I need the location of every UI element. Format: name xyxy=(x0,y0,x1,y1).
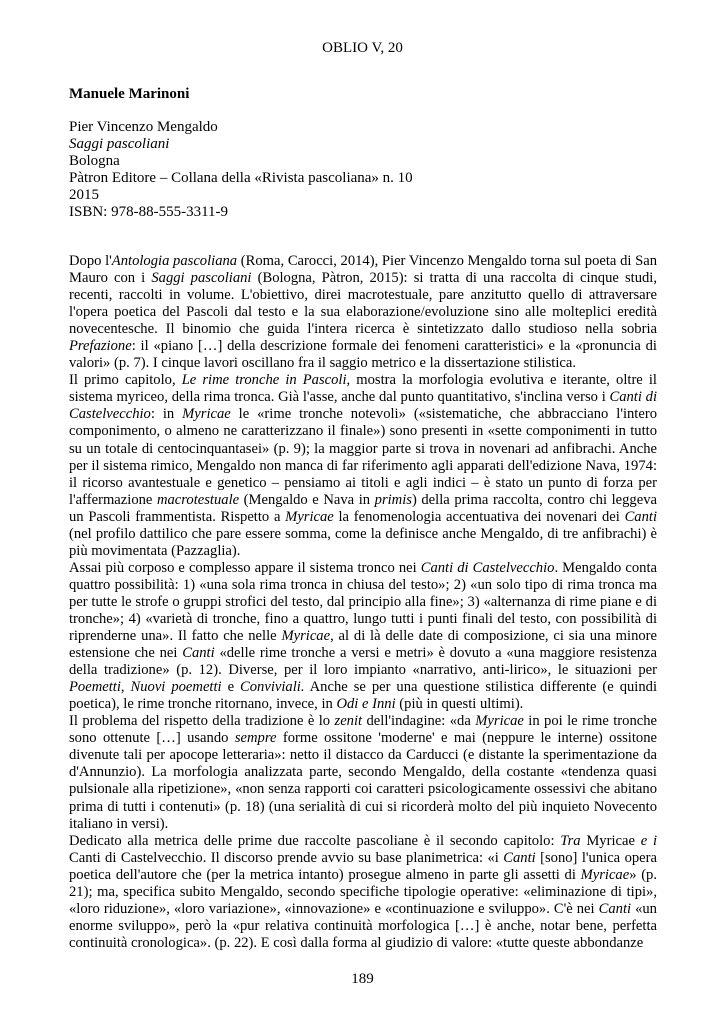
text-segment: forme ossitone 'moderne' e mai (neppure le interne) ossitone divenute tali per apocope letteraria»: netto il distacco da Carducci (e distante la sperimentazione da d'Annunzio). La morfologia analizzata parte, secondo Mengaldo, della costante «tendenza quasi pulsionale alla ripetizione», «non senza rapporti coi caratteri psicologicamente ossessivi che abitano prima di tutti i contenuti» (p. 18) (una serialità di cui si ricorderà molto del più inquieto Novecento italiano in versi). xyxy=(69,730,657,832)
text-segment: : il «piano […] della descrizione formale dei fenomeni caratteristici» e la «pronuncia di valori» (p. 7). I cinque lavori oscillano fra il saggio metrico e la dissertazione stilistica. xyxy=(69,338,657,372)
italic-text: primis xyxy=(374,491,412,508)
italic-text: Le rime tronche in Pascoli xyxy=(181,372,347,389)
text-segment: , mostra la morfologia evolutiva e iterante, oltre il sistema myriceo, della rima tronca. Già l'asse, anche dal punto quantitativo, s'inclina verso i xyxy=(69,372,657,406)
text-segment: Il primo capitolo, xyxy=(69,372,182,389)
text-segment: Il problema del rispetto della tradizione è lo xyxy=(69,713,335,730)
text-segment: e xyxy=(221,679,241,696)
text-segment: » (p. 21); ma, specifica subito Mengaldo, secondo specifiche tipologie operative: «eliminazione di tipi», «loro riduzione», «loro variazione», «innovazione» e «continuazione e sviluppo». C'è nei xyxy=(69,866,657,917)
italic-text: Antologia pascoliana xyxy=(111,253,238,269)
paragraph xyxy=(69,833,657,952)
italic-text: Conviviali. xyxy=(240,679,305,696)
italic-text: Myricae xyxy=(182,406,231,423)
italic-text: sempre xyxy=(234,730,277,747)
book-isbn: ISBN: 978-88-555-3311-9 xyxy=(69,204,229,220)
text-segment: . Mengaldo conta quattro possibilità: 1) «una sola rima tronca in chiusa del testo»; 2) «un solo tipo di rima tronca ma per tutte le strofe o gruppi strofici del testo, dal principio alla fine»; 3) «alternanza di rime piane e di tronche»; 4) «varietà di tronche, fino a quattro, lungo tutti i punti finali del testo, con possibilità di riprenderne una». Il fatto che nelle xyxy=(69,559,657,645)
page-number: 189 xyxy=(351,971,374,987)
text-segment: , al di là delle date di composizione, ci sia una minore estensione che nei xyxy=(69,628,658,662)
text-segment: Assai più corposo e complesso appare il sistema tronco nei xyxy=(69,559,421,576)
text-segment: la fenomenologia accentuativa dei novenari dei xyxy=(333,508,625,525)
italic-text: Nuovi poemetti xyxy=(130,679,222,696)
review-body xyxy=(69,253,657,952)
text-segment: , xyxy=(120,679,131,696)
book-title: Saggi pascoliani xyxy=(69,136,170,152)
text-segment: Anche se per una questione stilistica differente (e quindi poetica), le rime tronche ritornano, invece, in xyxy=(69,679,658,713)
italic-text: Canti xyxy=(624,508,657,525)
italic-text: Canti xyxy=(182,645,215,662)
text-segment: ) della prima raccolta, contro chi leggeva un Pascoli frammentista. Rispetto a xyxy=(69,491,657,525)
bibliographic-entry xyxy=(69,119,413,221)
italic-text: zenit xyxy=(334,713,363,730)
italic-text: Canti di Castelvecchio xyxy=(69,389,657,423)
italic-text: Myricae xyxy=(475,713,524,730)
text-segment: (Mengaldo e Nava in xyxy=(239,491,375,508)
italic-text: Saggi pascoliani xyxy=(151,270,252,287)
text-segment: (più in questi ultimi). xyxy=(395,696,524,713)
italic-text: Canti xyxy=(503,849,536,866)
text-segment: Dopo l' xyxy=(69,253,112,269)
italic-text: Myricae xyxy=(580,866,630,883)
running-header: OBLIO V, 20 xyxy=(322,40,403,56)
text-segment: (nel profilo dattilico che pare essere somma, come la definisce anche Mengaldo, di tre anfibrachi) è più movimentata (Pazzaglia). xyxy=(69,525,657,559)
italic-text: Prefazione xyxy=(69,338,132,355)
text-segment: le «rime tronche notevoli» («sistematiche, che abbracciano l'intero componimento, o almeno ne caratterizzano il finale») sono presenti in «sette componimenti in tutto su un totale di centocinquantasei» (p. 9); la maggior parte si trova in novenari ad anfibrachi. Anche per il sistema rimico, Mengaldo non manca di far riferimento agli apparati dell'edizione Nava, 1974: il ricorso avantestuale e genetico – pensiamo ai titoli e agli indici – è stato un punto di forza per l'affermazione xyxy=(69,406,658,508)
italic-text: Canti di Castelvecchio xyxy=(420,559,555,576)
text-segment: (Roma, Carocci, 2014), Pier Vincenzo Mengaldo torna sul poeta di San Mauro con i xyxy=(69,253,657,287)
text-segment: (Bologna, Pàtron, 2015): si tratta di una raccolta di cinque studi, recenti, raccolti in volume. L'obiettivo, direi macrotestuale, pare anzitutto quello di attraversare l'opera poetica del Pascoli dal testo e la sua elaborazione/evoluzione sino alle molteplici eredità novecentesche. Il binomio che guida l'intera ricerca è sintetizzato dallo studioso nella sobria xyxy=(69,270,658,338)
book-publisher: Pàtron Editore – Collana della «Rivista pascoliana» n. 10 xyxy=(69,170,413,186)
book-author: Pier Vincenzo Mengaldo xyxy=(69,119,218,135)
text-segment: Canti di Castelvecchio. Il discorso prende avvio su base planimetrica: «i xyxy=(69,849,504,866)
text-segment: [sono] l'unica opera poetica dell'autore che (per la metrica intanto) prosegue almeno in parte gli assetti di xyxy=(69,849,657,883)
book-city: Bologna xyxy=(69,153,120,169)
italic-text: Poemetti xyxy=(69,679,121,696)
italic-text: Odi e Inni xyxy=(336,696,396,713)
text-segment: «un enorme sviluppo», però la «pur relativa continuità morfologica […] è anche, notar bene, perfetta continuità cronologica». (p. 22). E così dalla forma al giudizio di valore: «tutte queste abbondanze xyxy=(69,900,657,951)
paragraph xyxy=(69,253,657,372)
paragraph xyxy=(69,372,657,560)
text-segment: in poi le rime tronche sono ottenute […] usando xyxy=(69,713,657,747)
paragraph xyxy=(69,560,657,713)
text-segment: dell'indagine: «da xyxy=(362,713,476,730)
italic-text: Myricae xyxy=(281,628,331,645)
paragraph xyxy=(69,713,657,832)
text-segment: Myricae xyxy=(580,832,641,849)
text-segment: : in xyxy=(150,406,183,423)
review-author: Manuele Marinoni xyxy=(69,86,190,102)
text-segment: Dedicato alla metrica delle prime due raccolte pascoliane è il secondo capitolo: xyxy=(69,832,561,849)
italic-text: Myricae xyxy=(285,508,334,525)
italic-text: macrotestuale xyxy=(156,491,240,508)
italic-text: e i xyxy=(640,832,658,849)
book-year: 2015 xyxy=(69,187,99,203)
text-segment: «delle rime tronche a versi e metri» è dovuto a «una maggiore resistenza della tradizione» (p. 12). Diverse, per il loro impianto «narrativo, anti-lirico», le situazioni per xyxy=(69,645,657,679)
italic-text: Tra xyxy=(560,832,581,849)
italic-text: Canti xyxy=(598,900,632,917)
